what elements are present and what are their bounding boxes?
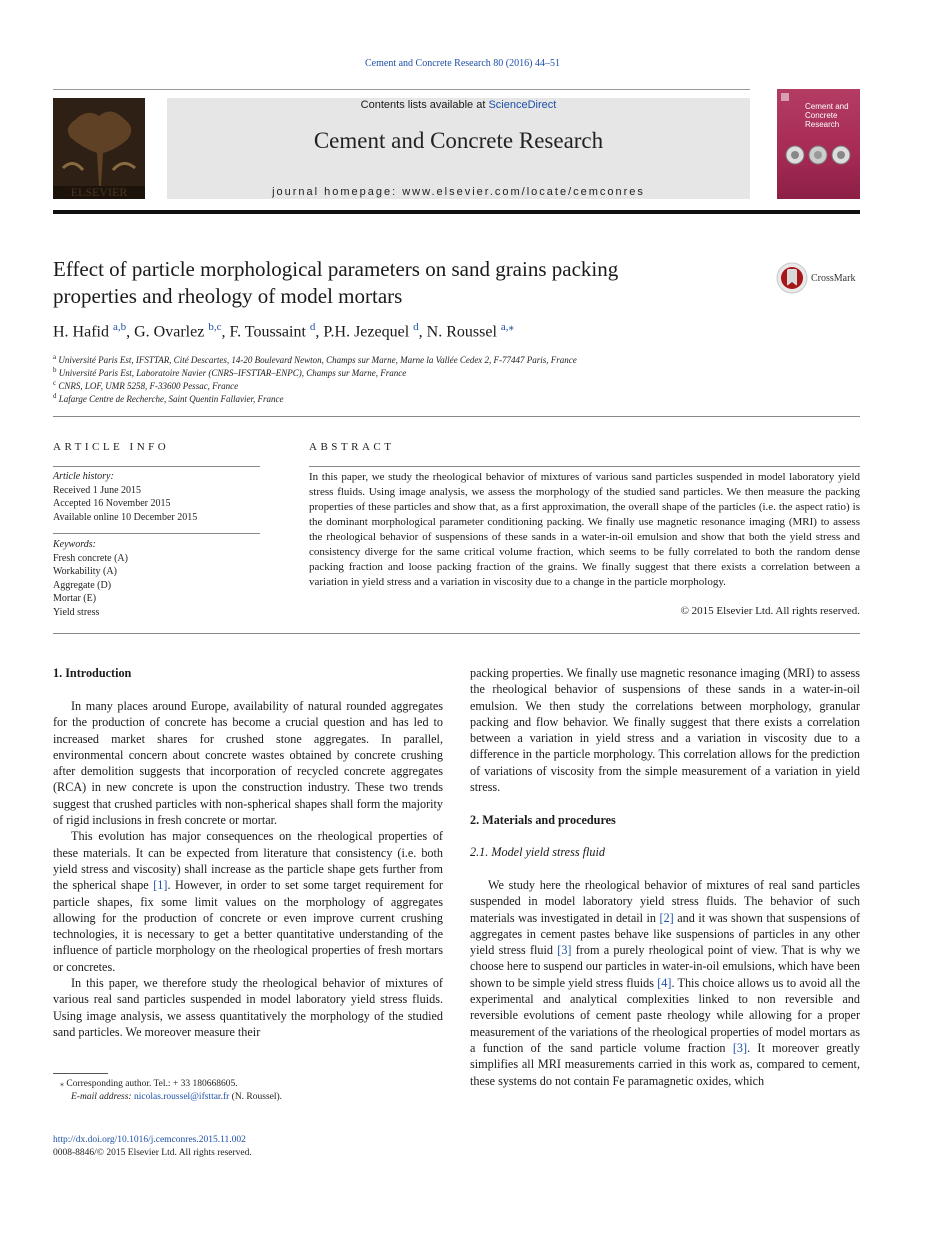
header-thick-rule	[53, 210, 860, 214]
intro-continuation: packing properties. We finally use magnetic resonance imaging (MRI) to assess the rheological behavior of suspensions of these sands in a water-in-oil emulsion. We then study the correlations between morphology, granular packing and flow behavior. We finally suggest that there exists a correlation between a variation in yield stress and a variation in viscosity due to a difference in the particle morphology. This correlation allows for the prediction of variations of viscosity from the simple measurement of a variation in yield stress.	[470, 666, 860, 795]
author-affil-sup[interactable]: d	[309, 321, 316, 333]
author-affil-sup[interactable]: a,b	[112, 321, 127, 333]
contents-line	[167, 99, 750, 111]
abstract-text: In this paper, we study the rheological behavior of mixtures of various sand particles suspended in model laboratory yield stress fluids. Using image analysis, we assess the morphology of the studied sand particles. We then measure the packing properties of these particles and show that, as a first approximation, the overall shape of the particles (i.e. the aspect ratio) is the dominant morphological parameter conditioning packing. We finally use magnetic resonance imaging (MRI) to assess the rheological behavior of suspensions of these sands in a water-in-oil emulsion and show that both the yield stress and consistency diverge for the same critical volume fraction, which seems to be fully correlated to both the random dense packing fraction and loose packing fraction of the grains. We finally suggest that there exists a correlation between a variation in yield stress and a variation in viscosity due to a change in the particle morphology.	[309, 471, 860, 588]
keywords-block	[53, 538, 260, 619]
intro-paragraph-3: In this paper, we therefore study the rheological behavior of mixtures of various real sand particles suspended in model laboratory yield stress fluids. Using image analysis, we assess quantitatively the morphology of the studied sand particles. We moreover measure their	[53, 976, 443, 1039]
keyword: Aggregate (D)	[53, 579, 112, 591]
keywords-rule	[53, 533, 260, 534]
corresponding-author-note: Corresponding author. Tel.: + 33 180668605.	[66, 1079, 238, 1089]
reference-link[interactable]: [1]	[153, 878, 168, 893]
history-received: Received 1 June 2015	[53, 484, 142, 496]
doi-block	[53, 1134, 443, 1160]
contents-prefix: Contents lists available at	[360, 99, 489, 111]
author-affil-sup[interactable]: d	[413, 321, 419, 333]
author-name[interactable]: P.H. Jezequel	[323, 323, 410, 341]
article-history	[53, 470, 260, 524]
footnote-rule	[53, 1073, 108, 1074]
affiliations-rule	[53, 416, 860, 417]
section-2-1-heading: 2.1. Model yield stress fluid	[470, 845, 605, 859]
doi-link[interactable]: http://dx.doi.org/10.1016/j.cemconres.2015.11.002	[53, 1135, 246, 1145]
article-title-line1: Effect of particle morphological parameters on sand grains packing	[53, 257, 619, 281]
author-name[interactable]: G. Ovarlez	[134, 323, 205, 341]
footnotes: ⁎ Corresponding author. Tel.: + 33 180668605. E-mail address: nicolas.roussel@ifsttar.fr (N. Roussel).	[60, 1079, 283, 1102]
abstract-bottom-rule	[53, 633, 860, 634]
article-title	[53, 256, 733, 310]
right-column-top	[470, 665, 860, 795]
abstract-heading: ABSTRACT	[309, 441, 395, 453]
journal-homepage[interactable]: journal homepage: www.elsevier.com/locate/cemconres	[272, 186, 645, 198]
article-title-line2: properties and rheology of model mortars	[53, 284, 403, 308]
section-1-heading: 1. Introduction	[53, 666, 132, 680]
cover-title: Cement and Concrete Research	[805, 102, 849, 129]
history-label: Article history:	[53, 471, 114, 482]
author-affil-sup[interactable]: b,c	[208, 321, 222, 333]
keyword: Yield stress	[53, 606, 100, 618]
abstract-copyright: © 2015 Elsevier Ltd. All rights reserved.	[680, 605, 860, 617]
email-link[interactable]: nicolas.roussel@ifsttar.fr	[133, 1092, 230, 1102]
materials-paragraph-1: We study here the rheological behavior of mixtures of real sand particles suspended in model laboratory yield stress fluids. The behavior of such materials was investigated in detail in [2] and it was shown that suspensions of aggregates in cement pastes behave like suspensions of particles in any other yield stress fluid [3] from a purely rheological point of view. That is why we choose here to suspend our particles in water-in-oil emulsions, which have been shown to be simple yield stress fluids [4]. This choice allows us to avoid all the experimental and analytical complexities linked to non reversible and reversible evolutions of cement paste rheology while allowing for a proper measurement of the variations of the rheological properties of model mortars as a function of the sand particle volume fraction [3]. It moreover greatly simplifies all MRI measurements carried in this work as, compared to cement, these systems do not contain Fe paramagnetic oxides, which	[470, 878, 861, 1088]
author-name[interactable]: H. Hafid	[53, 323, 109, 341]
affiliation-d: $^d$ Lafarge Centre de Recherche, Saint Quentin Fallavier, France	[53, 392, 284, 404]
crossmark-icon[interactable]	[776, 262, 808, 299]
keywords-label: Keywords:	[53, 539, 96, 550]
elsevier-wordmark: ELSEVIER	[70, 185, 128, 199]
sciencedirect-link[interactable]: ScienceDirect	[488, 99, 557, 111]
left-column-text	[53, 698, 443, 1040]
author-list: H. Hafid $^{a,b}$, G. Ovarlez $^{b,c}$, F. Toussaint $^d$, P.H. Jezequel $^d$, N. Roussel $^{a,⁎}$	[53, 321, 515, 341]
issn-line: 0008-8846/© 2015 Elsevier Ltd. All rights reserved.	[53, 1148, 252, 1158]
elsevier-logo	[53, 98, 145, 199]
reference-link[interactable]: [3]	[732, 1040, 748, 1055]
author-name[interactable]: F. Toussaint	[229, 323, 306, 341]
keyword: Mortar (E)	[53, 593, 97, 604]
reference-link[interactable]: [3]	[557, 943, 572, 958]
reference-link[interactable]: [2]	[659, 910, 674, 925]
reference-link[interactable]: [4]	[657, 975, 672, 990]
section-2-heading: 2. Materials and procedures	[470, 813, 616, 827]
header-top-rule	[53, 89, 750, 90]
keyword: Workability (A)	[53, 566, 117, 577]
history-accepted: Accepted 16 November 2015	[53, 498, 171, 509]
affiliation-c: $^c$ CNRS, LOF, UMR 5258, F-33600 Pessac, France	[53, 379, 239, 391]
intro-paragraph-1: In many places around Europe, availability of natural rounded aggregates for the production of concrete has become a crucial question and has led to increased market shares for crushed stone aggregates. In parallel, environmental concern about concrete wastes obtained by concrete crushing after demolition suggests that incorporation of recycled concrete aggregates (RCA) in new concrete is upon the construction industry. These two trends suggest that crushed particles with non-spherical shapes shall form the majority of rigid inclusions in fresh concrete or mortar.	[53, 699, 443, 828]
author-name[interactable]: N. Roussel	[426, 323, 497, 341]
journal-citation-link[interactable]: Cement and Concrete Research 80 (2016) 44–51	[365, 58, 560, 69]
article-info-heading: ARTICLE INFO	[53, 441, 170, 453]
affiliation-b: $^b$ Université Paris Est, Laboratoire Navier (CNRS–IFSTTAR–ENPC), Champs sur Marne, France	[53, 366, 407, 378]
article-info-rule	[53, 466, 260, 467]
right-column-section-2-1	[470, 877, 860, 1089]
intro-paragraph-2: This evolution has major consequences on the rheological properties of these materials. It can be expected from literature that consistency (i.e. both yield stress and viscosity) shall increase as the particle shape gets further from the spherical shape [1]. However, in order to set some target requirement for particle shapes, fix some limit values on the morphology of aggregates allowing for the production of concrete or even improve current crushing technologies, it is necessary to get a better quantitative understanding of the influence of particle morphology on the rheological properties of fresh mortars or concretes.	[53, 829, 443, 974]
history-online: Available online 10 December 2015	[53, 511, 198, 523]
journal-title: Cement and Concrete Research	[313, 128, 604, 153]
crossmark-label[interactable]: CrossMark	[811, 273, 856, 284]
abstract-rule	[309, 466, 860, 467]
keyword: Fresh concrete (A)	[53, 552, 128, 564]
affiliation-a: $^a$ Université Paris Est, IFSTTAR, Cité Descartes, 14-20 Boulevard Newton, Champs sur Marne, Marne la Vallée Cedex 2, F-77447 Paris, France	[53, 353, 577, 365]
author-affil-sup[interactable]: a,⁎	[500, 321, 515, 333]
